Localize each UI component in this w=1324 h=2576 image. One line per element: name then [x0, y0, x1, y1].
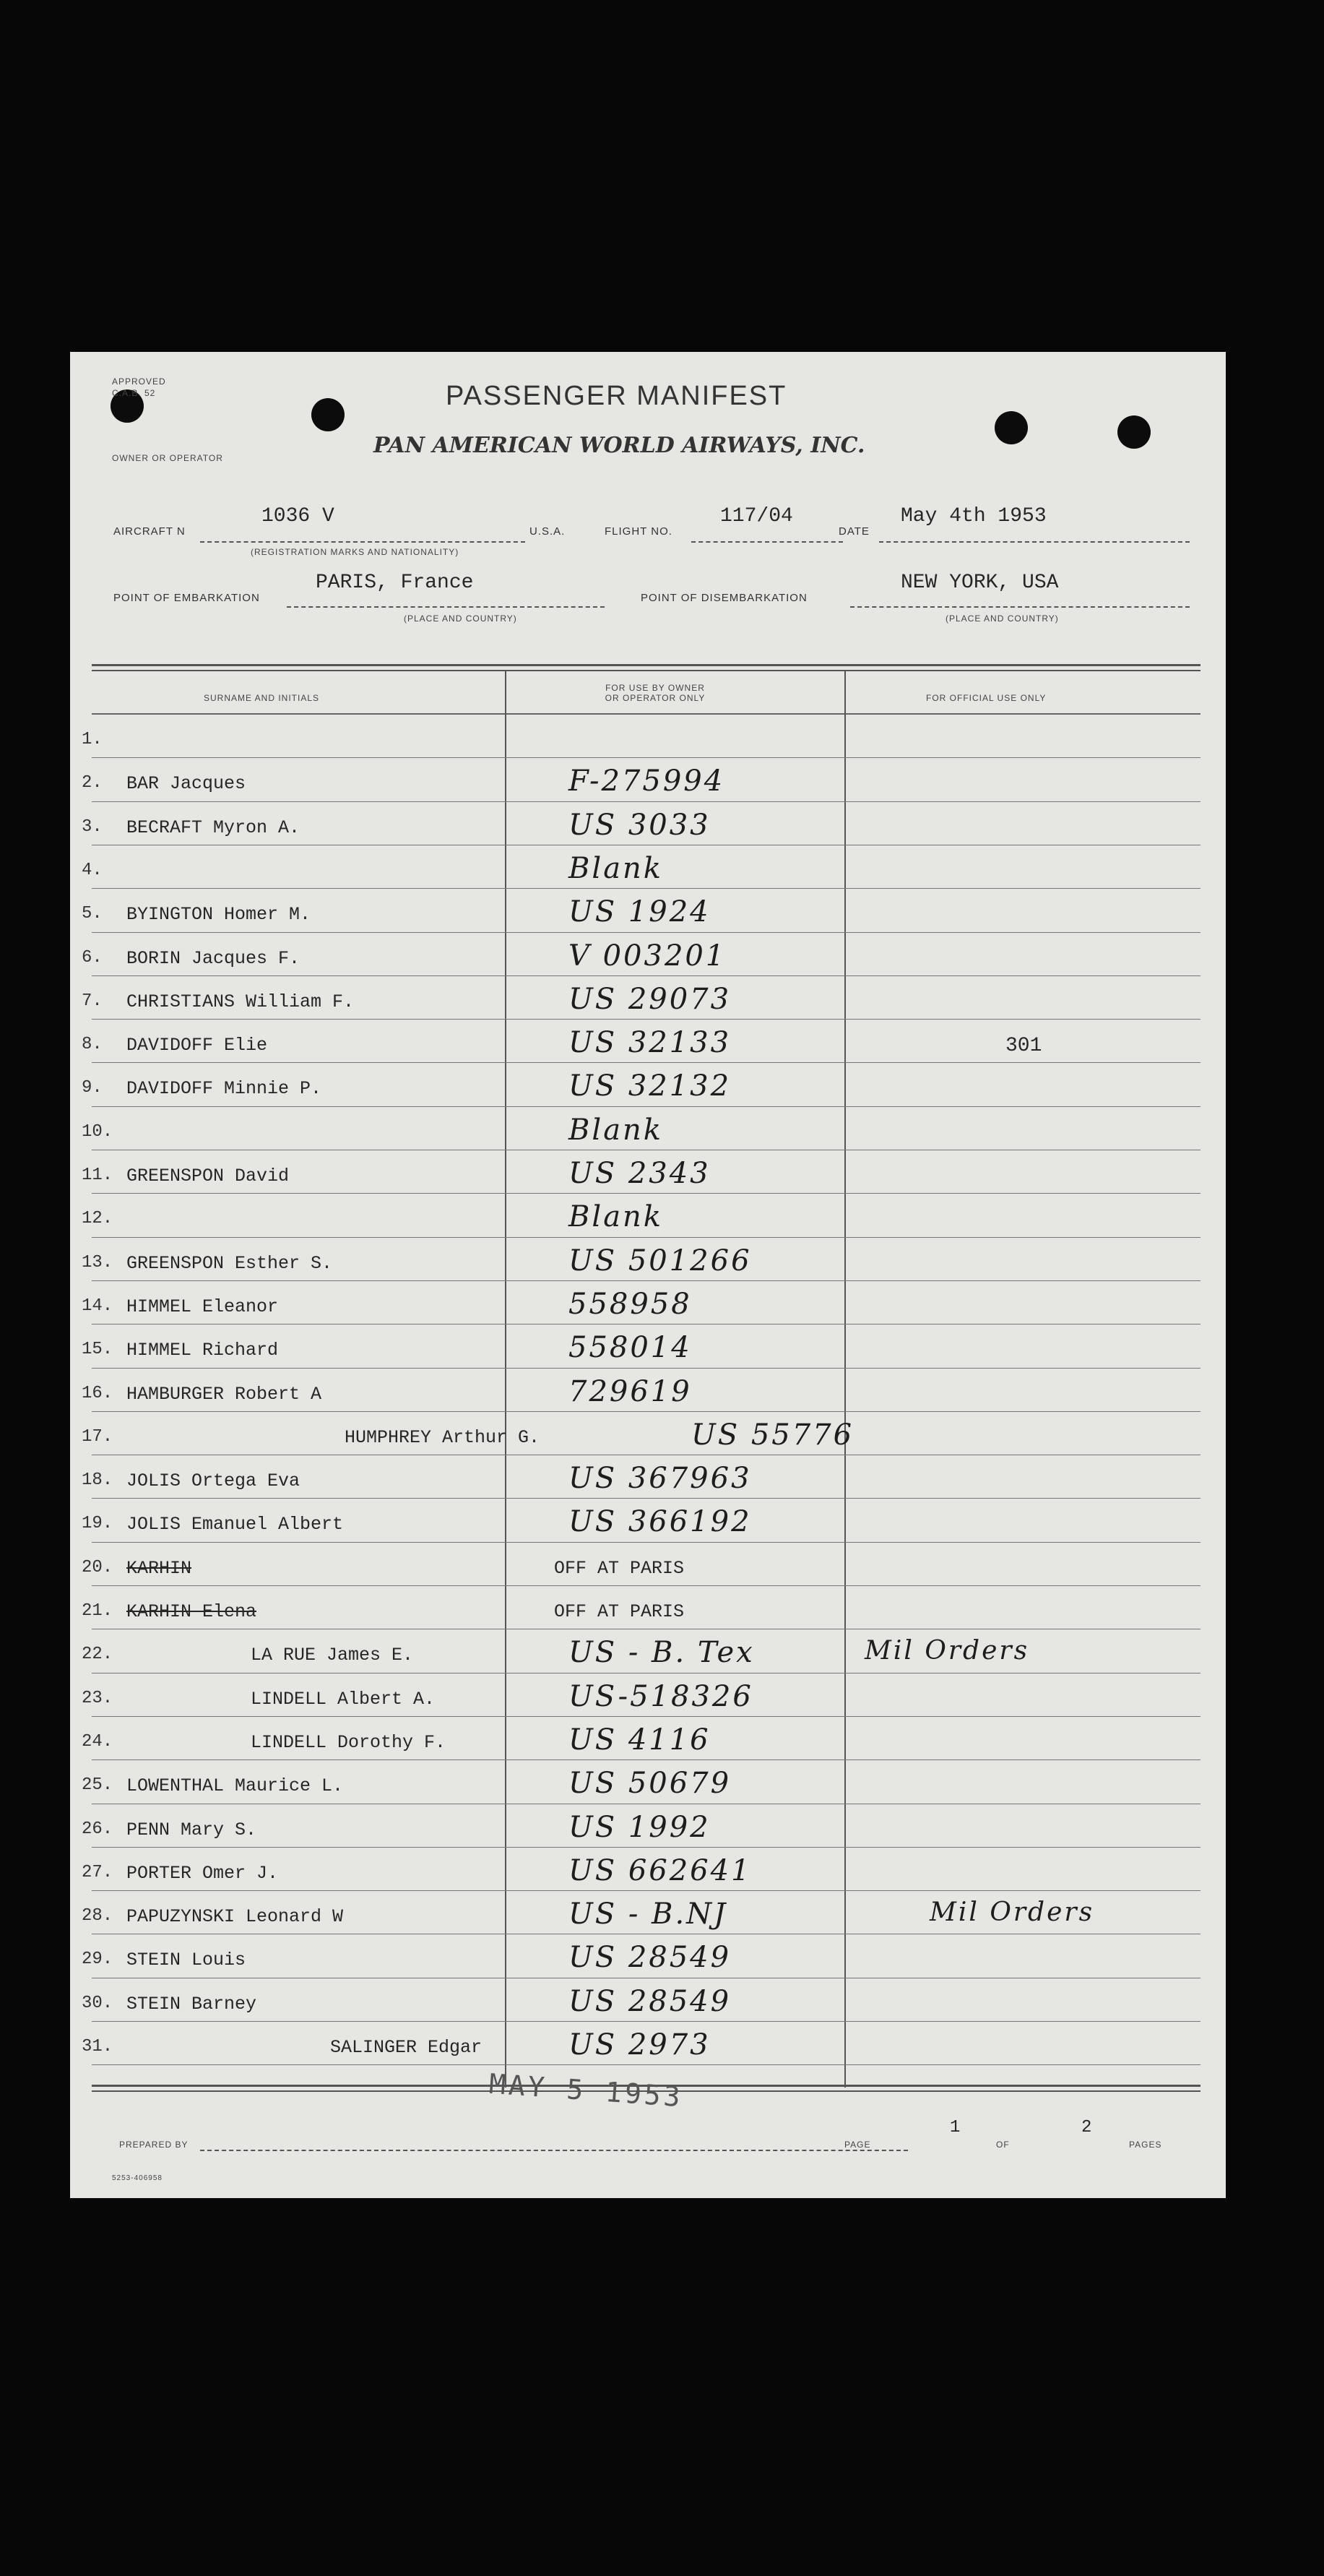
embark-sub: (PLACE AND COUNTRY) [404, 613, 517, 624]
pages-label: PAGES [1129, 2140, 1162, 2150]
owner-entry: US 2973 [568, 2028, 711, 2062]
owner-entry: Blank [568, 1200, 664, 1234]
owner-entry: US 29073 [568, 982, 732, 1016]
owner-entry: US 28549 [568, 1984, 732, 2018]
page-label: PAGE [844, 2140, 871, 2150]
page-title: PASSENGER MANIFEST [446, 381, 787, 411]
owner-entry: US 4116 [568, 1723, 711, 1757]
form-number: 5253-406958 [112, 2174, 163, 2182]
row-number: 19. [82, 1514, 113, 1534]
owner-entry: US 3033 [568, 808, 711, 842]
row-number: 20. [82, 1557, 113, 1577]
of-label: OF [996, 2140, 1010, 2150]
passenger-name: BORIN Jacques F. [126, 947, 300, 969]
row-number: 23. [82, 1688, 113, 1708]
row-number: 1. [82, 730, 103, 749]
owner-entry: V 003201 [568, 939, 727, 973]
passenger-name: BYINGTON Homer M. [126, 904, 311, 926]
owner-entry: OFF AT PARIS [554, 1557, 685, 1579]
passenger-name: PORTER Omer J. [126, 1862, 279, 1884]
passenger-name: CHRISTIANS William F. [126, 991, 355, 1012]
passenger-name: HUMPHREY Arthur G. [345, 1426, 540, 1448]
approved-label: APPROVED [112, 376, 166, 387]
owner-entry: US - B.NJ [568, 1897, 728, 1931]
passenger-name: GREENSPON David [126, 1166, 290, 1186]
punch-hole [311, 398, 345, 431]
row-number: 26. [82, 1819, 113, 1839]
passenger-name: GREENSPON Esther S. [126, 1252, 333, 1274]
row-number: 30. [82, 1993, 113, 2013]
disembark-value: NEW YORK, USA [901, 572, 1059, 594]
date-stamp: MAY 5 1953 [488, 2067, 684, 2114]
aircraft-label: AIRCRAFT N [113, 525, 186, 538]
row-number: 5. [82, 904, 103, 924]
official-entry: Mil Orders [865, 1636, 1030, 1666]
row-number: 28. [82, 1906, 113, 1926]
aircraft-sub: (REGISTRATION MARKS AND NATIONALITY) [251, 547, 459, 557]
passenger-name: HIMMEL Richard [126, 1340, 279, 1361]
owner-entry: 558958 [568, 1287, 692, 1321]
passenger-name: BECRAFT Myron A. [126, 817, 300, 838]
row-number: 27. [82, 1862, 113, 1882]
passenger-name: DAVIDOFF Minnie P. [126, 1078, 322, 1100]
passenger-name: JOLIS Emanuel Albert [126, 1514, 344, 1535]
owner-entry: US 2343 [568, 1157, 711, 1190]
passenger-name: STEIN Barney [126, 1993, 257, 2015]
passenger-name: LOWENTHAL Maurice L. [126, 1775, 344, 1797]
official-entry: 301 [1005, 1035, 1042, 1058]
punch-hole [1117, 415, 1151, 449]
passenger-name: STEIN Louis [126, 1950, 246, 1971]
col-header-official: FOR OFFICIAL USE ONLY [926, 693, 1047, 703]
row-number: 18. [82, 1470, 113, 1491]
row-number: 10. [82, 1121, 113, 1142]
embark-label: POINT OF EMBARKATION [113, 592, 260, 604]
owner-entry: OFF AT PARIS [554, 1601, 685, 1622]
passenger-name: JOLIS Ortega Eva [126, 1470, 300, 1492]
owner-entry: US 501266 [568, 1244, 752, 1278]
row-number: 25. [82, 1775, 113, 1796]
approval-code: C.A.B. 52 [112, 388, 156, 398]
row-number: 13. [82, 1252, 113, 1272]
owner-entry: Blank [568, 1113, 664, 1147]
date-value: May 4th 1953 [901, 505, 1047, 527]
row-number: 17. [82, 1426, 113, 1447]
owner-entry: US 32133 [568, 1026, 732, 1060]
row-number: 4. [82, 860, 103, 880]
row-number: 24. [82, 1731, 113, 1752]
disembark-sub: (PLACE AND COUNTRY) [946, 613, 1059, 624]
owner-entry: US 55776 [691, 1418, 854, 1452]
owner-entry: US 1992 [568, 1810, 711, 1844]
owner-entry: US 32132 [568, 1069, 732, 1103]
passenger-name: BAR Jacques [126, 773, 246, 795]
passenger-name: LINDELL Dorothy F. [251, 1731, 446, 1753]
date-label: DATE [839, 525, 870, 538]
owner-label: OWNER OR OPERATOR [112, 453, 223, 463]
row-number: 15. [82, 1340, 113, 1360]
passenger-name: HIMMEL Eleanor [126, 1296, 279, 1317]
owner-entry: US 50679 [568, 1767, 732, 1801]
row-number: 3. [82, 817, 103, 837]
page-count: 2 [1081, 2118, 1092, 2137]
row-number: 29. [82, 1950, 113, 1970]
col-header-owner: FOR USE BY OWNER OR OPERATOR ONLY [605, 683, 706, 703]
row-number: 12. [82, 1209, 113, 1229]
flight-value: 117/04 [720, 505, 793, 527]
punch-hole [995, 411, 1028, 444]
row-number: 16. [82, 1383, 113, 1403]
passenger-name: LINDELL Albert A. [251, 1688, 436, 1710]
col-header-names: SURNAME AND INITIALS [204, 693, 320, 703]
disembark-label: POINT OF DISEMBARKATION [641, 592, 808, 604]
usa-label: U.S.A. [529, 525, 566, 538]
row-number: 8. [82, 1035, 103, 1055]
owner-entry: US-518326 [568, 1679, 753, 1713]
row-number: 21. [82, 1601, 113, 1621]
official-entry: Mil Orders [930, 1897, 1095, 1928]
aircraft-value: 1036 V [261, 505, 334, 527]
row-number: 11. [82, 1166, 113, 1185]
owner-entry: 558014 [568, 1331, 692, 1365]
owner-entry: US 28549 [568, 1941, 732, 1975]
passenger-name: LA RUE James E. [251, 1645, 414, 1666]
row-number: 7. [82, 991, 103, 1011]
owner-entry: US 662641 [568, 1853, 752, 1887]
flight-label: FLIGHT NO. [605, 525, 672, 538]
passenger-name: KARHIN Elena [126, 1601, 257, 1622]
passenger-name: DAVIDOFF Elie [126, 1035, 268, 1056]
owner-entry: US 367963 [568, 1462, 752, 1496]
passenger-name: PENN Mary S. [126, 1819, 257, 1840]
owner-entry: 729619 [568, 1374, 692, 1408]
owner-entry: US 366192 [568, 1505, 752, 1539]
row-number: 22. [82, 1645, 113, 1665]
prepared-label: PREPARED BY [119, 2140, 189, 2150]
owner-entry: US - B. Tex [568, 1636, 755, 1670]
passenger-name: PAPUZYNSKI Leonard W [126, 1906, 344, 1928]
row-number: 14. [82, 1296, 113, 1316]
row-number: 9. [82, 1078, 103, 1098]
passenger-name: KARHIN [126, 1557, 192, 1579]
embark-value: PARIS, France [316, 572, 474, 594]
row-number: 2. [82, 773, 103, 793]
passenger-name: SALINGER Edgar [330, 2037, 483, 2058]
airline-name: PAN AMERICAN WORLD AIRWAYS, INC. [373, 433, 865, 458]
row-number: 6. [82, 947, 103, 968]
passenger-name: HAMBURGER Robert A [126, 1383, 322, 1405]
owner-entry: US 1924 [568, 895, 711, 929]
manifest-sheet [70, 352, 1226, 2198]
owner-entry: F-275994 [568, 764, 725, 798]
page-number: 1 [950, 2118, 961, 2137]
owner-entry: Blank [568, 851, 664, 885]
row-number: 31. [82, 2037, 113, 2056]
